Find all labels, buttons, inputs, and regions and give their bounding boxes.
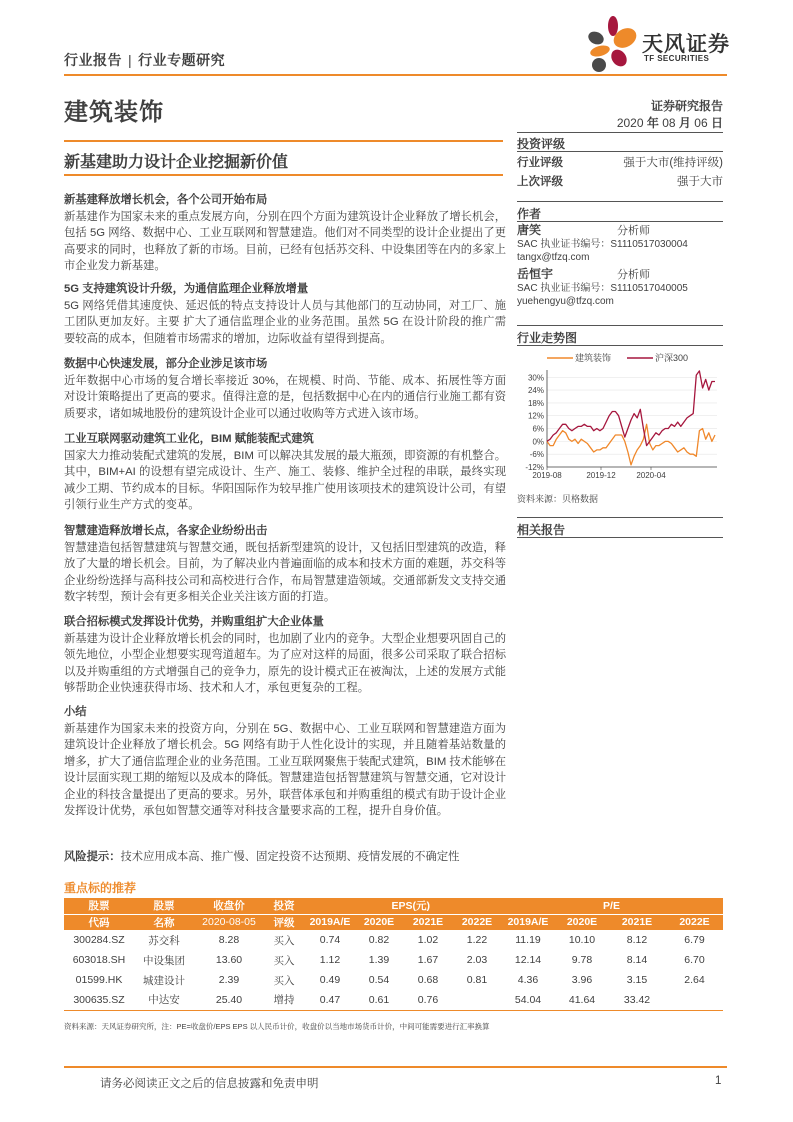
date-day: 06 — [694, 116, 708, 130]
footer-disclaimer: 请务必阅读正文之后的信息披露和免责申明 — [100, 1078, 319, 1090]
eps-2020: 0.82 — [368, 934, 390, 946]
header-cell: 2021E — [402, 914, 454, 930]
eps-2020: 1.39 — [368, 954, 390, 966]
breadcrumb-report-type: 行业报告 — [64, 52, 122, 68]
eps-2020: 0.54 — [368, 974, 390, 986]
author-role: 分析师 — [617, 225, 650, 237]
risk-warning — [64, 848, 459, 864]
section-text: 国家大力推动装配式建筑的发展，BIM 可以解决其发展的最大瓶颈，即资源的有机整合。其中，BIM+AI 的设想有望完成设计、生产、施工、装修、维护全过程的串联，最终实现减少工期、节约成本的目标。华阳国际作为较早推广使用该项技术的建筑设计公司，有望引领行业生产方式的变革。 — [64, 449, 506, 511]
rating: 买入 — [273, 954, 295, 967]
svg-text:建筑装饰: 建筑装饰 — [575, 353, 612, 363]
table-header-row — [64, 914, 723, 930]
section-text: 新基建为设计企业释放增长机会的同时，也加剧了业内的竞争。大型企业想要巩固自己的领先地位，小型企业想要实现弯道超车。为了应对这样的局面，很多公司采取了联合招标以及并购重组的方式增强自己的竞争力，原先的设计模式正在被淘汰，上述的发展方式能够帮助企业快速获得市场、技术和人才，承包更复杂的工程。 — [64, 632, 506, 694]
report-type-label: 证券研究报告 — [650, 99, 723, 113]
pe-2020: 9.78 — [571, 954, 593, 966]
stock-name: 苏交科 — [148, 934, 180, 947]
pe-2021: 8.12 — [626, 934, 648, 946]
eps-2021: 1.67 — [417, 954, 439, 966]
logo-name-cn: 天风证券 — [642, 33, 730, 56]
recommendation-table-title: 重点标的推荐 — [64, 881, 137, 895]
industry-rating-label: 行业评级 — [517, 157, 563, 169]
svg-text:30%: 30% — [527, 373, 544, 383]
eps-2022: 0.81 — [466, 974, 488, 986]
eps-2022: 1.22 — [466, 934, 488, 946]
eps-2019: 1.12 — [319, 954, 341, 966]
section-joint-bidding — [64, 614, 506, 697]
author-name: 唐笑 — [517, 223, 542, 237]
table-row — [64, 970, 723, 990]
svg-text:2020-04: 2020-04 — [636, 471, 666, 480]
section-text: 5G 网络凭借其速度快、延迟低的特点支持设计人员与其他部门的互动协同，对工厂、施工团队更加友好。主要 扩大了通信监理企业的业务范围。虽然 5G 在设计阶段的推广需要较高的成本，但随着市场需求的增加，边际收益有望得到提高。 — [64, 299, 506, 345]
svg-text:2019-12: 2019-12 — [586, 471, 616, 480]
eps-2019: 0.74 — [319, 934, 341, 946]
industry-rating-row — [517, 154, 723, 170]
header-cell: 代码 — [64, 914, 134, 930]
section-text: 近年数据中心市场的复合增长率接近 30%，在规模、时尚、节能、成本、拓展性等方面对设计策略提出了更高的要求。值得注意的是，包括数据中心在内的通信行业施工都有资质要求，诸如城地股份的建筑设计企业可以通过收购等方式进入该市场。 — [64, 374, 506, 420]
sector-title: 建筑装饰 — [64, 99, 164, 126]
section-heading: 智慧建造释放增长点，各家企业纷纷出击 — [64, 525, 268, 537]
svg-text:24%: 24% — [527, 386, 544, 396]
table-header-row — [64, 898, 723, 914]
section-heading: 新基建释放增长机会，各个公司开始布局 — [64, 194, 268, 206]
stock-name: 中设集团 — [143, 954, 185, 967]
previous-rating-label: 上次评级 — [517, 176, 563, 188]
industry-rating-value: 强于大市(维持评级) — [623, 157, 723, 169]
svg-text:-6%: -6% — [529, 450, 544, 460]
previous-rating-row — [517, 173, 723, 189]
svg-text:18%: 18% — [527, 398, 544, 408]
chart-source: 资料来源：贝格数据 — [517, 494, 599, 504]
pe-2022: 2.64 — [684, 974, 705, 986]
svg-text:0%: 0% — [532, 437, 544, 447]
header-rule — [64, 74, 727, 76]
date-year-unit: 年 — [646, 116, 659, 130]
section-5g — [64, 281, 506, 347]
eps-2021: 1.02 — [417, 934, 439, 946]
stock-name: 城建设计 — [143, 974, 185, 987]
eps-2019: 0.47 — [304, 990, 356, 1010]
header-cell: 收盘价 — [194, 898, 264, 914]
rating: 买入 — [273, 974, 295, 987]
svg-text:沪深300: 沪深300 — [655, 353, 689, 363]
stock-code: 603018.SH — [72, 954, 126, 966]
pe-2022: 6.70 — [684, 954, 705, 966]
trend-section-title: 行业走势图 — [517, 331, 578, 345]
section-industrial-internet — [64, 431, 506, 514]
rating: 增持 — [264, 990, 304, 1010]
footer-rule — [64, 1066, 727, 1068]
header-cell: 股票 — [64, 898, 134, 914]
author-sac-number: SAC 执业证书编号：S1110517040005 — [517, 283, 688, 294]
header-cell: 2021E — [608, 914, 666, 930]
rating-section-title: 投资评级 — [517, 137, 566, 151]
pe-2021: 33.42 — [608, 990, 666, 1010]
author-email[interactable]: tangx@tfzq.com — [517, 252, 590, 263]
svg-text:12%: 12% — [527, 411, 544, 421]
header-cell: 2019A/E — [500, 914, 556, 930]
eps-2019: 0.49 — [319, 974, 341, 986]
previous-rating-value: 强于大市 — [677, 176, 723, 188]
report-title: 新基建助力设计企业挖掘新价值 — [64, 154, 289, 171]
author-card — [517, 268, 723, 308]
pe-2019: 4.36 — [517, 974, 539, 986]
svg-text:6%: 6% — [532, 424, 544, 434]
pe-2020: 10.10 — [568, 934, 596, 946]
header-cell: 投资 — [264, 898, 304, 914]
header-cell: 2019A/E — [304, 914, 356, 930]
author-role: 分析师 — [617, 269, 650, 281]
table-row — [64, 950, 723, 970]
section-heading: 联合招标模式发挥设计优势，并购重组扩大企业体量 — [64, 616, 324, 628]
close-price: 25.40 — [194, 990, 264, 1010]
tf-securities-logo — [586, 14, 736, 72]
author-rule-top — [517, 201, 723, 202]
header-cell: 股票 — [134, 898, 194, 914]
pe-2020: 3.96 — [571, 974, 593, 986]
date-month: 08 — [662, 116, 676, 130]
section-text: 智慧建造包括智慧建筑与智慧交通，既包括新型建筑的设计，又包括旧型建筑的改造，释放了大量的增长机会。目前，为了解决业内普遍面临的成本和技术方面的难题，苏交科等企业纷纷选择与高科技公司和高校进行合作，布局智慧建造领域。交通部新发文支持交通数字转型，预计会有更多相关企业关注该方面的打造。 — [64, 541, 506, 603]
related-rule-top — [517, 517, 723, 518]
header-cell-eps: EPS(元) — [304, 898, 500, 914]
header-cell: 2022E — [454, 914, 500, 930]
svg-text:-12%: -12% — [525, 463, 544, 472]
rating: 买入 — [273, 934, 295, 947]
table-footnote: 资料来源：天风证券研究所，注：PE=收盘价/EPS EPS 以人民币计价，收盘价以当地市场货币计价，中间可能需要进行汇率换算 — [64, 1022, 490, 1031]
breadcrumb-report-category: 行业专题研究 — [138, 52, 226, 68]
breadcrumb-separator: | — [128, 52, 133, 68]
date-month-unit: 月 — [678, 116, 691, 130]
page-number: 1 — [715, 1075, 722, 1087]
section-text: 新基建作为国家未来的重点发展方向，分别在四个方面为建筑设计企业释放了增长机会，包括 5G 网络、数据中心、工业互联网和智慧建造。他们对不同类型的设计企业提出了更高要求的同时，也释放了新的市场。目前，已经有包括苏交科、中设集团等在内的多家上市企业发力新基建。 — [64, 210, 506, 272]
risk-label: 风险提示： — [64, 851, 121, 863]
related-rule-bottom — [517, 537, 723, 538]
title-rule-top — [64, 140, 503, 142]
close-price: 13.60 — [215, 954, 243, 966]
header-cell: 2020-08-05 — [194, 914, 264, 930]
section-summary — [64, 704, 506, 820]
close-price: 2.39 — [218, 974, 240, 986]
table-row — [64, 990, 723, 1010]
section-heading: 小结 — [64, 706, 87, 718]
stock-name: 中达安 — [134, 990, 194, 1010]
author-rule-bottom — [517, 221, 723, 222]
date-day-unit: 日 — [710, 116, 723, 130]
header-cell: 名称 — [134, 914, 194, 930]
section-heading: 工业互联网驱动建筑工业化，BIM 赋能装配式建筑 — [64, 433, 314, 445]
pe-2019: 54.04 — [500, 990, 556, 1010]
pe-2021: 8.14 — [626, 954, 648, 966]
stock-code: 300284.SZ — [73, 934, 125, 946]
rating-rule-bottom — [517, 151, 723, 152]
trend-rule-bottom — [517, 345, 723, 346]
industry-trend-chart — [517, 350, 723, 485]
eps-2021: 0.76 — [402, 990, 454, 1010]
author-card — [517, 224, 723, 264]
section-smart-construction — [64, 523, 506, 606]
pe-2020: 41.64 — [556, 990, 608, 1010]
author-email[interactable]: yuehengyu@tfzq.com — [517, 296, 614, 307]
report-date — [517, 114, 723, 131]
header-cell: 2020E — [356, 914, 402, 930]
logo-name-en: TF SECURITIES — [644, 54, 710, 63]
pe-2019: 11.19 — [515, 934, 541, 946]
rating-rule-top — [517, 132, 723, 133]
eps-2022: 2.03 — [466, 954, 488, 966]
author-name: 岳恒宇 — [517, 267, 554, 281]
header-cell: 2022E — [666, 914, 723, 930]
pe-2021: 3.15 — [626, 974, 648, 986]
eps-2021: 0.68 — [417, 974, 439, 986]
header-cell: 评级 — [264, 914, 304, 930]
date-year: 2020 — [616, 116, 644, 130]
section-new-infrastructure — [64, 192, 506, 275]
header-cell-pe: P/E — [500, 898, 723, 914]
section-data-center — [64, 356, 506, 422]
section-heading: 数据中心快速发展，部分企业涉足该市场 — [64, 358, 268, 370]
pe-2019: 12.14 — [514, 954, 542, 966]
table-row — [64, 930, 723, 950]
related-section-title: 相关报告 — [517, 523, 566, 537]
author-section-title: 作者 — [517, 207, 542, 221]
pe-2022: 6.79 — [684, 934, 705, 946]
close-price: 8.28 — [218, 934, 240, 946]
recommendation-table — [64, 898, 723, 1011]
stock-code: 300635.SZ — [64, 990, 134, 1010]
header-cell: 2020E — [556, 914, 608, 930]
eps-2022 — [454, 990, 500, 1010]
trend-rule-top — [517, 325, 723, 326]
flower-logo-icon — [586, 14, 640, 72]
section-text: 新基建作为国家未来的投资方向，分别在 5G、数据中心、工业互联网和智慧建造方面为建筑设计企业释放了增长机会。5G 网络有助于人性化设计的实现，并且随着基站数量的增多，扩大了通信监理企业的业务范围。工业互联网聚焦于装配式建筑，BIM 技术能够在设计层面实现工期的缩短以及成本的降低。智慧建造包括智慧建筑与智慧交通，它对设计企业的科技含量提出了更高的要求。另外，联营体承包和并购重组的模式有助于设计企业发挥设计优势，承包如智慧交通等对科技含量要求高的工程，提升自身价值。 — [64, 722, 506, 817]
svg-text:2019-08: 2019-08 — [532, 471, 562, 480]
line-chart — [517, 350, 723, 485]
author-sac-number: SAC 执业证书编号：S1110517030004 — [517, 239, 688, 250]
pe-2022 — [666, 990, 723, 1010]
eps-2020: 0.61 — [356, 990, 402, 1010]
breadcrumb — [64, 50, 225, 70]
risk-text: 技术应用成本高、推广慢、固定投资不达预期、疫情发展的不确定性 — [120, 851, 460, 863]
section-heading: 5G 支持建筑设计升级，为通信监理企业释放增量 — [64, 283, 309, 295]
title-rule-bottom — [64, 174, 503, 176]
stock-code: 01599.HK — [75, 974, 123, 986]
